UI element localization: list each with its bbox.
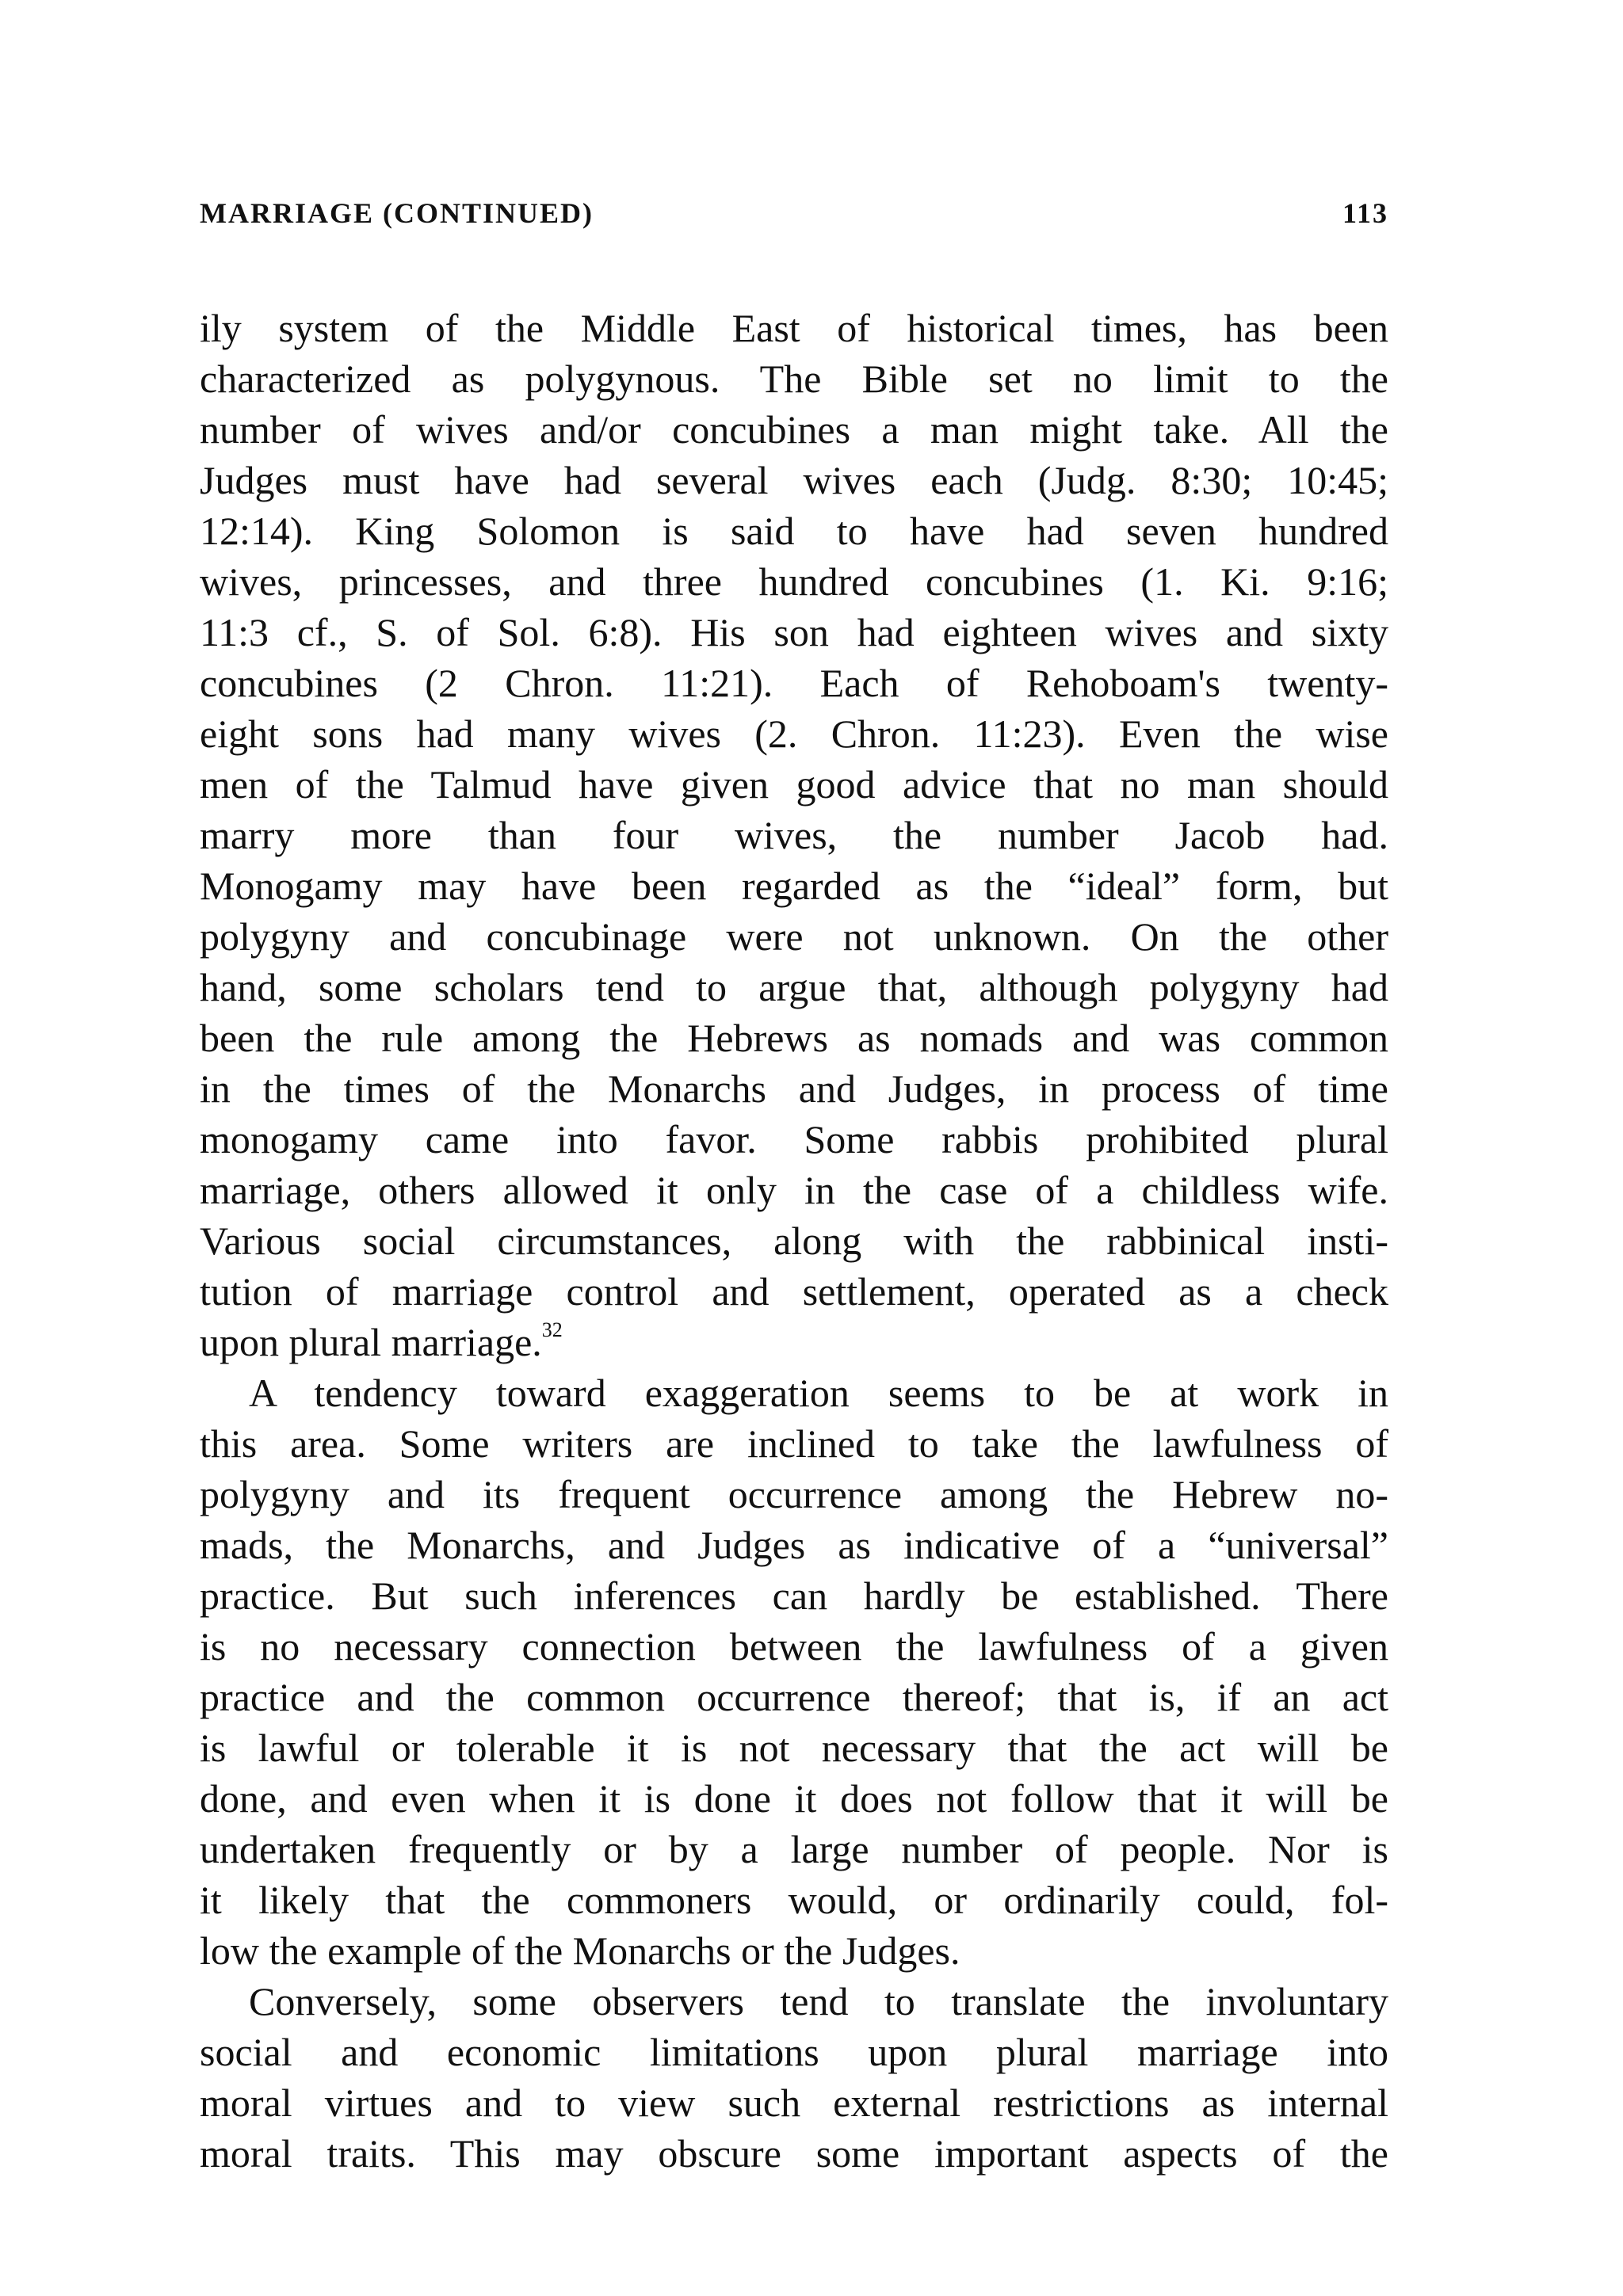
- paragraph: [200, 1976, 1388, 2179]
- text-line: monogamy came into favor. Some rabbis prohibited plural: [200, 1117, 1388, 1161]
- text-line: polygyny and its frequent occurrence among the Hebrew no-: [200, 1472, 1388, 1516]
- body-text: [200, 303, 1388, 2179]
- text-line: is lawful or tolerable it is not necessary that the act will be: [200, 1726, 1388, 1770]
- text-line: marriage, others allowed it only in the case of a childless wife.: [200, 1168, 1388, 1212]
- text-line: polygyny and concubinage were not unknown. On the other: [200, 914, 1388, 959]
- text-line: low the example of the Monarchs or the Judges.: [200, 1928, 960, 1973]
- text-line: hand, some scholars tend to argue that, although polygyny had: [200, 965, 1388, 1009]
- text-line: Various social circumstances, along with the rabbinical insti-: [200, 1219, 1388, 1263]
- text-line: Judges must have had several wives each (Judg. 8:30; 10:45;: [200, 458, 1388, 502]
- text-line: in the times of the Monarchs and Judges, in process of time: [200, 1066, 1388, 1111]
- text-line: upon plural marriage.$^{32}$: [200, 1318, 563, 1364]
- text-line: wives, princesses, and three hundred concubines (1. Ki. 9:16;: [200, 559, 1388, 604]
- text-line: marry more than four wives, the number Jacob had.: [200, 813, 1388, 857]
- text-line: moral traits. This may obscure some important aspects of the: [200, 2131, 1388, 2176]
- text-line: concubines (2 Chron. 11:21). Each of Rehoboam's twenty-: [200, 661, 1388, 705]
- text-line: practice and the common occurrence thereof; that is, if an act: [200, 1675, 1388, 1719]
- text-line: ily system of the Middle East of historical times, has been: [200, 306, 1388, 350]
- text-line: A tendency toward exaggeration seems to be at work in: [249, 1371, 1388, 1415]
- text-line: eight sons had many wives (2. Chron. 11:23). Even the wise: [200, 711, 1388, 756]
- text-line: moral virtues and to view such external restrictions as internal: [200, 2081, 1388, 2125]
- running-head: [200, 196, 1388, 236]
- footnote-ref: 32: [541, 1318, 563, 1341]
- text-line: 11:3 cf., S. of Sol. 6:8). His son had eighteen wives and sixty: [200, 610, 1388, 654]
- text-line: social and economic limitations upon plural marriage into: [200, 2030, 1388, 2074]
- running-head-title: MARRIAGE (CONTINUED): [200, 197, 594, 229]
- text-line: it likely that the commoners would, or ordinarily could, fol-: [200, 1878, 1388, 1922]
- page-number: 113: [1342, 197, 1388, 229]
- text-line: tution of marriage control and settlement, operated as a check: [200, 1269, 1388, 1314]
- text-line: men of the Talmud have given good advice that no man should: [200, 762, 1388, 807]
- text-line: characterized as polygynous. The Bible set no limit to the: [200, 357, 1388, 401]
- text-line: Monogamy may have been regarded as the “ideal” form, but: [200, 864, 1388, 908]
- text-line: number of wives and/or concubines a man might take. All the: [200, 407, 1388, 452]
- text-line: mads, the Monarchs, and Judges as indicative of a “universal”: [200, 1523, 1388, 1567]
- text-line: practice. But such inferences can hardly be established. There: [200, 1573, 1388, 1618]
- text-line: is no necessary connection between the lawfulness of a given: [200, 1624, 1388, 1669]
- text-line: been the rule among the Hebrews as nomads and was common: [200, 1016, 1388, 1060]
- text-line: Conversely, some observers tend to translate the involuntary: [249, 1979, 1388, 2023]
- paragraph: [200, 303, 1388, 1367]
- text-line: 12:14). King Solomon is said to have had seven hundred: [200, 509, 1388, 553]
- text-line: undertaken frequently or by a large number of people. Nor is: [200, 1827, 1388, 1871]
- paragraph: [200, 1367, 1388, 1976]
- text-line: this area. Some writers are inclined to take the lawfulness of: [200, 1421, 1388, 1466]
- text-line: done, and even when it is done it does not follow that it will be: [200, 1776, 1388, 1821]
